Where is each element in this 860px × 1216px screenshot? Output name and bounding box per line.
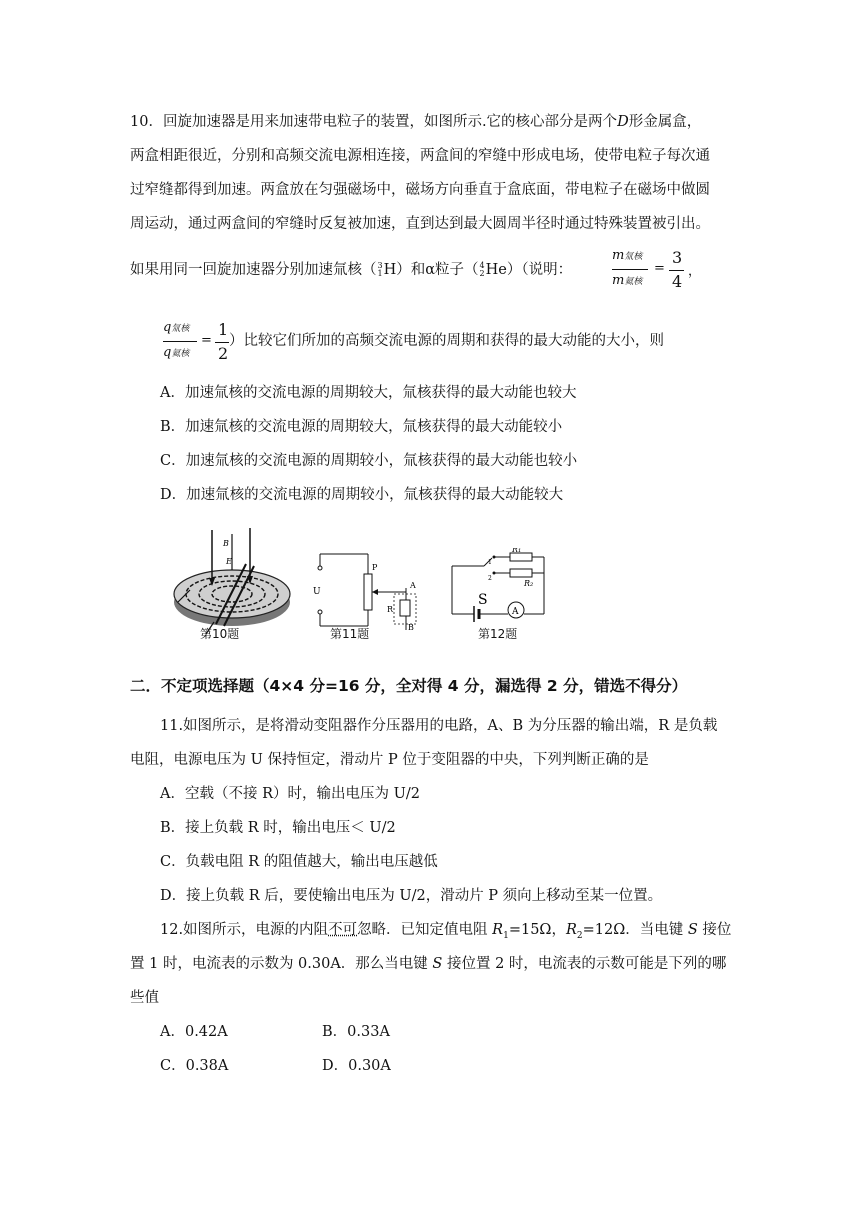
q11-line-2: 电阻，电源电压为 U 保持恒定，滑动片 P 位于变阻器的中央，下列判断正确的是 xyxy=(130,752,649,768)
slider-p-label: P xyxy=(372,563,378,572)
q11-option-b: B．接上负载 R 时，输出电压＜ U/2 xyxy=(160,820,396,836)
q12-option-d: D．0.30A xyxy=(322,1058,391,1074)
voltage-u-label: U xyxy=(313,587,321,597)
q12-option-a: A．0.42A xyxy=(160,1024,228,1040)
r2-label: R₂ xyxy=(524,579,534,588)
r1-label: R₁ xyxy=(512,548,522,554)
q10-line-3: 过窄缝都得到加速。两盒放在匀强磁场中，磁场方向垂直于盒底面，带电粒子在磁场中做圆 xyxy=(130,182,710,198)
alpha-nuclide: 4 2 xyxy=(479,261,485,278)
q12-option-b: B．0.33A xyxy=(322,1024,390,1040)
figure-12-caption: 第12题 xyxy=(478,627,518,641)
section-2-title: 二．不定项选择题（4×4 分=16 分，全对得 4 分，漏选得 2 分，错选不得分） xyxy=(130,677,688,695)
field-e-label: E xyxy=(226,557,232,566)
mass-ratio-formula: m氚核 m氦核 = 3 4 ， xyxy=(612,248,702,291)
switch-pos-1-label: 1 xyxy=(488,559,492,566)
tritium-nuclide: 3 1 xyxy=(377,261,383,278)
q10-option-a: A．加速氚核的交流电源的周期较大，氚核获得的最大动能也较大 xyxy=(160,385,577,401)
field-b-label: B xyxy=(223,539,229,548)
q11-option-a: A．空载（不接 R）时，输出电压为 U/2 xyxy=(160,786,420,802)
q10-line-1: 10．回旋加速器是用来加速带电粒子的装置，如图所示.它的核心部分是两个D形金属盒， xyxy=(130,114,702,130)
figure-12-circuit xyxy=(446,548,550,624)
battery-s-label: S xyxy=(478,592,488,608)
q10-line-6: ）比较它们所加的高频交流电源的周期和获得的最大动能的大小，则 xyxy=(229,333,664,349)
q10-line-2: 两盒相距很近，分别和高频交流电源相连接，两盒间的窄缝中形成电场，使带电粒子每次通 xyxy=(130,148,710,164)
q10-option-c: C．加速氚核的交流电源的周期较小，氚核获得的最大动能也较小 xyxy=(160,453,578,469)
q11-option-d: D．接上负载 R 后，要使输出电压为 U/2，滑动片 P 须向上移动至某一位置。 xyxy=(160,888,663,904)
q12-option-c: C．0.38A xyxy=(160,1058,229,1074)
terminal-a-label: A xyxy=(410,581,416,590)
q12-line-3: 些值 xyxy=(130,990,159,1006)
q11-option-c: C．负载电阻 R 的阻值越大，输出电压越低 xyxy=(160,854,438,870)
figure-11-caption: 第11题 xyxy=(330,627,370,641)
terminal-b-label: B xyxy=(408,623,414,630)
load-r-label: R xyxy=(387,605,394,614)
figure-10-caption: 第10题 xyxy=(200,627,240,641)
ammeter-a-label: A xyxy=(512,607,519,617)
figure-11-circuit xyxy=(312,548,422,630)
q12-line-2: 置 1 时，电流表的示数为 0.30A．那么当电键 S 接位置 2 时，电流表的示数可能是下列的哪 xyxy=(130,956,727,972)
q10-line-4: 周运动，通过两盒间的窄缝时反复被加速，直到达到最大圆周半径时通过特殊装置被引出。 xyxy=(130,216,710,232)
q10-line-5: 如果用同一回旋加速器分别加速氚核（3 1H）和α粒子（4 2He）（说明： xyxy=(130,261,573,278)
switch-pos-2-label: 2 xyxy=(488,575,492,582)
q10-option-b: B．加速氚核的交流电源的周期较大，氚核获得的最大动能较小 xyxy=(160,419,563,435)
q11-line-1: 11.如图所示，是将滑动变阻器作分压器用的电路，A、B 为分压器的输出端，R 是负载 xyxy=(160,718,718,734)
q10-option-d: D．加速氚核的交流电源的周期较小，氚核获得的最大动能较大 xyxy=(160,487,564,503)
q12-line-1: 12.如图所示，电源的内阻不可忽略．已知定值电阻 $R_1=15\Omega$，$R_2=12\Omega$．当电键 S 接位 xyxy=(160,922,732,941)
charge-ratio-formula: q氚核 q氦核 = 1 2 xyxy=(163,320,229,363)
